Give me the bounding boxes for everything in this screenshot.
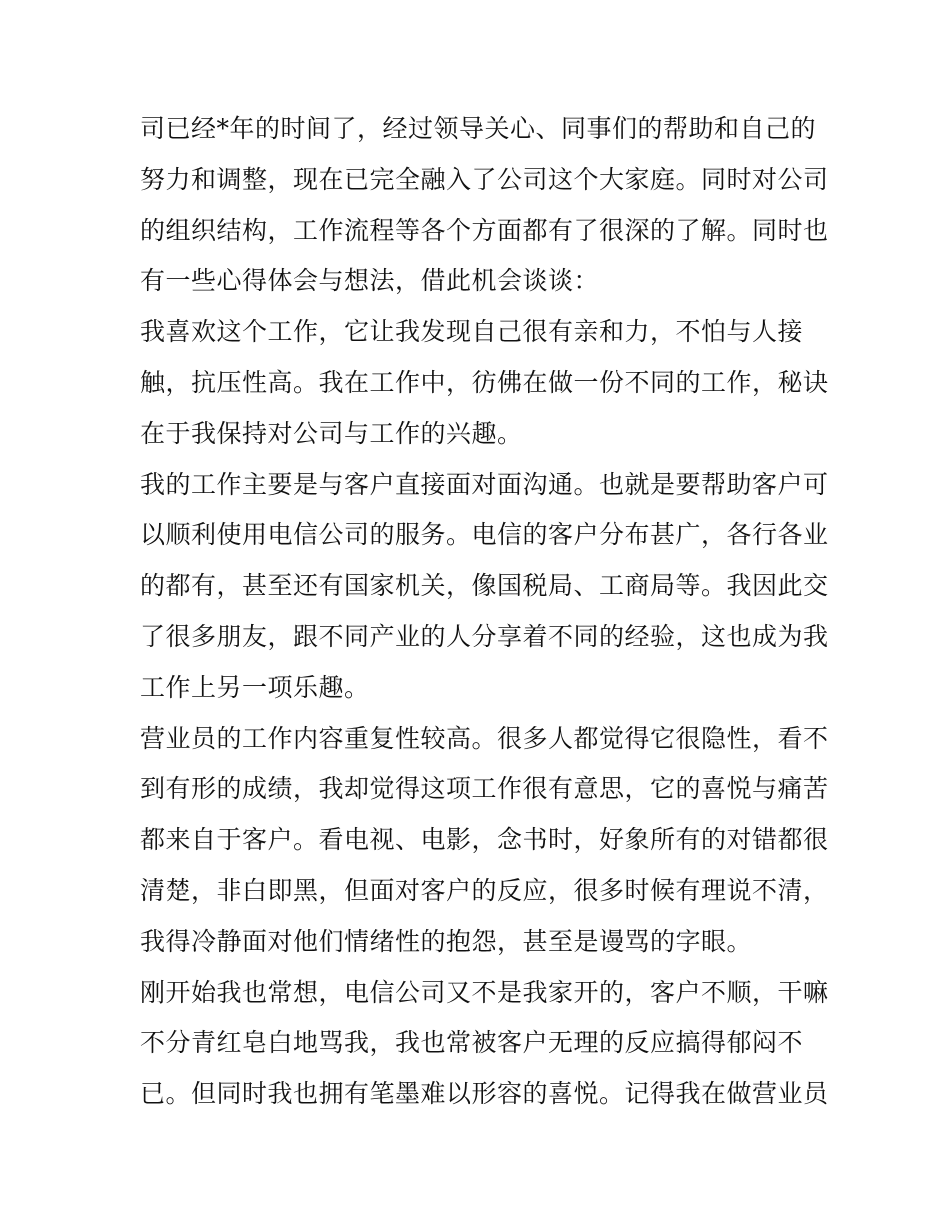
text-line: 以顺利使用电信公司的服务。电信的客户分布甚广，各行各业: [140, 520, 829, 550]
text-line: 不分青红皂白地骂我，我也常被客户无理的反应搞得郁闷不: [140, 1028, 804, 1058]
text-line: 努力和调整，现在已完全融入了公司这个大家庭。同时对公司: [140, 164, 829, 194]
text-line: 的都有，甚至还有国家机关，像国税局、工商局等。我因此交: [140, 571, 829, 601]
body-text: [140, 104, 829, 1120]
text-line: 在于我保持对公司与工作的兴趣。: [140, 418, 523, 448]
text-line: 了很多朋友，跟不同产业的人分享着不同的经验，这也成为我: [140, 621, 829, 651]
text-line: 工作上另一项乐趣。: [140, 672, 370, 702]
text-line: 我喜欢这个工作，它让我发现自己很有亲和力，不怕与人接: [140, 317, 804, 347]
text-line: 营业员的工作内容重复性较高。很多人都觉得它很隐性，看不: [140, 723, 829, 753]
text-line: 司已经*年的时间了，经过领导关心、同事们的帮助和自己的: [140, 114, 817, 143]
text-line: 的组织结构，工作流程等各个方面都有了很深的了解。同时也: [140, 215, 829, 245]
text-line: 到有形的成绩，我却觉得这项工作很有意思，它的喜悦与痛苦: [140, 774, 829, 804]
text-line: 有一些心得体会与想法，借此机会谈谈：: [140, 266, 600, 296]
text-line: 触，抗压性高。我在工作中，彷佛在做一份不同的工作，秘诀: [140, 367, 829, 397]
text-line: 我的工作主要是与客户直接面对面沟通。也就是要帮助客户可: [140, 469, 829, 499]
text-line: 清楚，非白即黑，但面对客户的反应，很多时候有理说不清，: [140, 875, 829, 905]
text-line: 刚开始我也常想，电信公司又不是我家开的，客户不顺，干嘛: [140, 977, 829, 1007]
text-line: 都来自于客户。看电视、电影，念书时，好象所有的对错都很: [140, 825, 829, 855]
text-line: 我得冷静面对他们情绪性的抱怨，甚至是谩骂的字眼。: [140, 926, 753, 956]
text-line: 已。但同时我也拥有笔墨难以形容的喜悦。记得我在做营业员: [140, 1079, 829, 1109]
